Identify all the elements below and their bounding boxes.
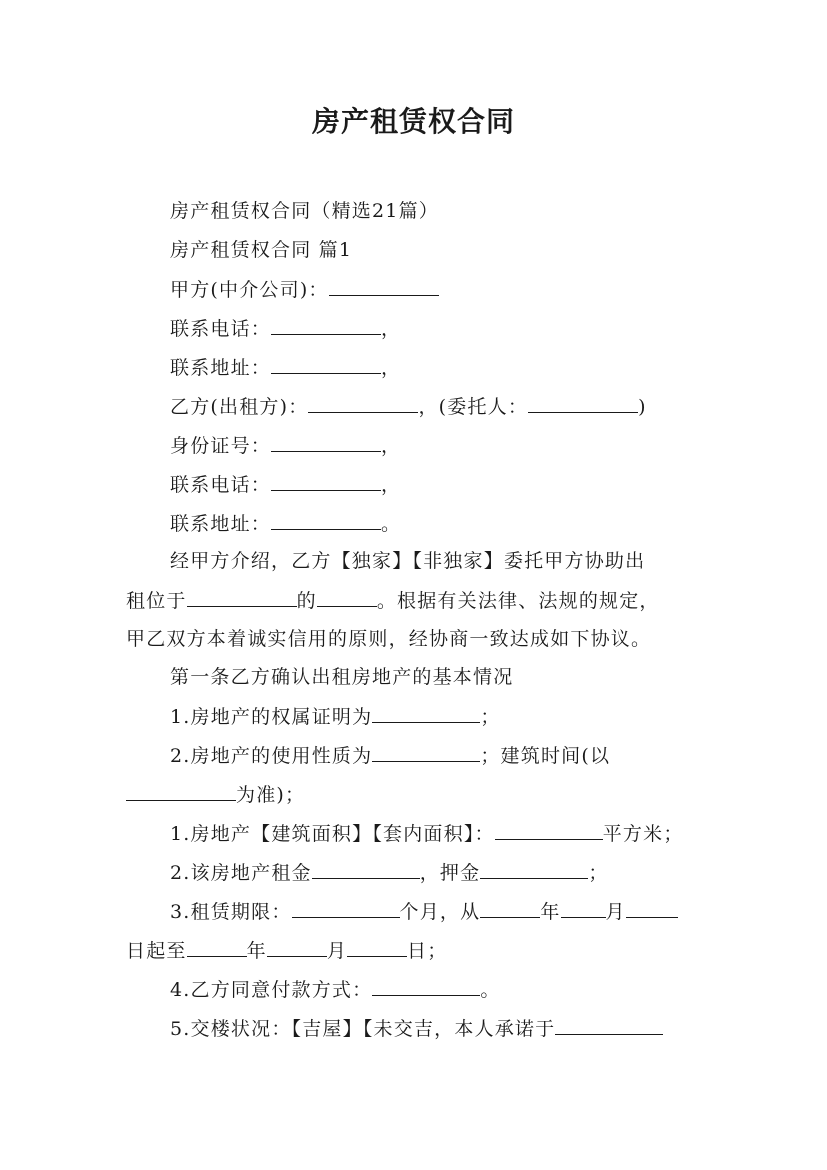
item-rent-deposit: 2.该房地产租金 ，押金 ；	[170, 862, 609, 884]
area-blank	[495, 821, 603, 840]
party-b-id-line: 身份证号： ，	[170, 435, 402, 457]
months-blank	[292, 899, 400, 918]
party-b-address-blank	[271, 511, 381, 530]
item-usage-nature-line-2: 为准)；	[126, 782, 305, 807]
deposit-blank	[480, 860, 588, 879]
start-year-blank	[480, 899, 540, 918]
party-a-phone-blank	[271, 316, 381, 335]
rent-blank	[312, 860, 420, 879]
intro-line-3: 甲乙双方本着诚实信用的原则，经协商一致达成如下协议。	[126, 628, 652, 650]
party-a-phone-line: 联系电话： ，	[170, 318, 402, 340]
item-handover-status: 5.交楼状况：【吉屋】【未交吉，本人承诺于	[170, 1016, 663, 1041]
intro-line-2: 租位于 的 。根据有关法律、法规的规定，	[126, 590, 660, 612]
ownership-blank	[372, 704, 480, 723]
party-b-blank	[308, 394, 418, 413]
item-area: 1.房地产【建筑面积】【套内面积】： 平方米；	[170, 823, 684, 845]
item-usage-nature: 2.房地产的使用性质为 ；建筑时间(以	[170, 745, 611, 767]
party-b-phone-line: 联系电话： ，	[170, 474, 402, 496]
handover-blank	[555, 1016, 663, 1035]
party-b-phone-blank	[271, 472, 381, 491]
chapter-heading: 房产租赁权合同 篇1	[170, 239, 353, 261]
party-b-id-blank	[271, 433, 381, 452]
party-a-address-line: 联系地址： ，	[170, 357, 402, 379]
party-a-address-blank	[271, 355, 381, 374]
payment-blank	[372, 977, 480, 996]
start-month-blank	[561, 899, 606, 918]
article-1-title: 第一条乙方确认出租房地产的基本情况	[170, 666, 514, 688]
document-title: 房产租赁权合同	[311, 105, 515, 138]
item-lease-term: 3.租赁期限： 个月，从 年 月	[170, 899, 678, 924]
intro-line-1: 经甲方介绍，乙方【独家】【非独家】委托甲方协助出	[170, 550, 646, 572]
build-time-blank	[126, 782, 236, 801]
end-day-blank	[347, 938, 407, 957]
party-b-agent-blank	[528, 394, 638, 413]
location-blank	[187, 588, 297, 607]
party-a-blank	[329, 277, 439, 296]
party-a-line: 甲方(中介公司)：	[170, 277, 439, 302]
document-subtitle: 房产租赁权合同（精选21篇）	[170, 200, 439, 222]
party-b-line: 乙方(出租方)： ，(委托人： )	[170, 396, 647, 418]
item-lease-term-line-2: 日起至 年 月 日；	[126, 940, 448, 962]
property-blank	[317, 588, 377, 607]
end-month-blank	[267, 938, 327, 957]
usage-blank	[372, 743, 480, 762]
item-ownership-proof: 1.房地产的权属证明为 ；	[170, 706, 501, 728]
end-year-blank	[187, 938, 247, 957]
item-payment-method: 4.乙方同意付款方式： 。	[170, 979, 501, 1001]
start-day-blank	[626, 899, 678, 918]
party-b-address-line: 联系地址： 。	[170, 513, 402, 535]
